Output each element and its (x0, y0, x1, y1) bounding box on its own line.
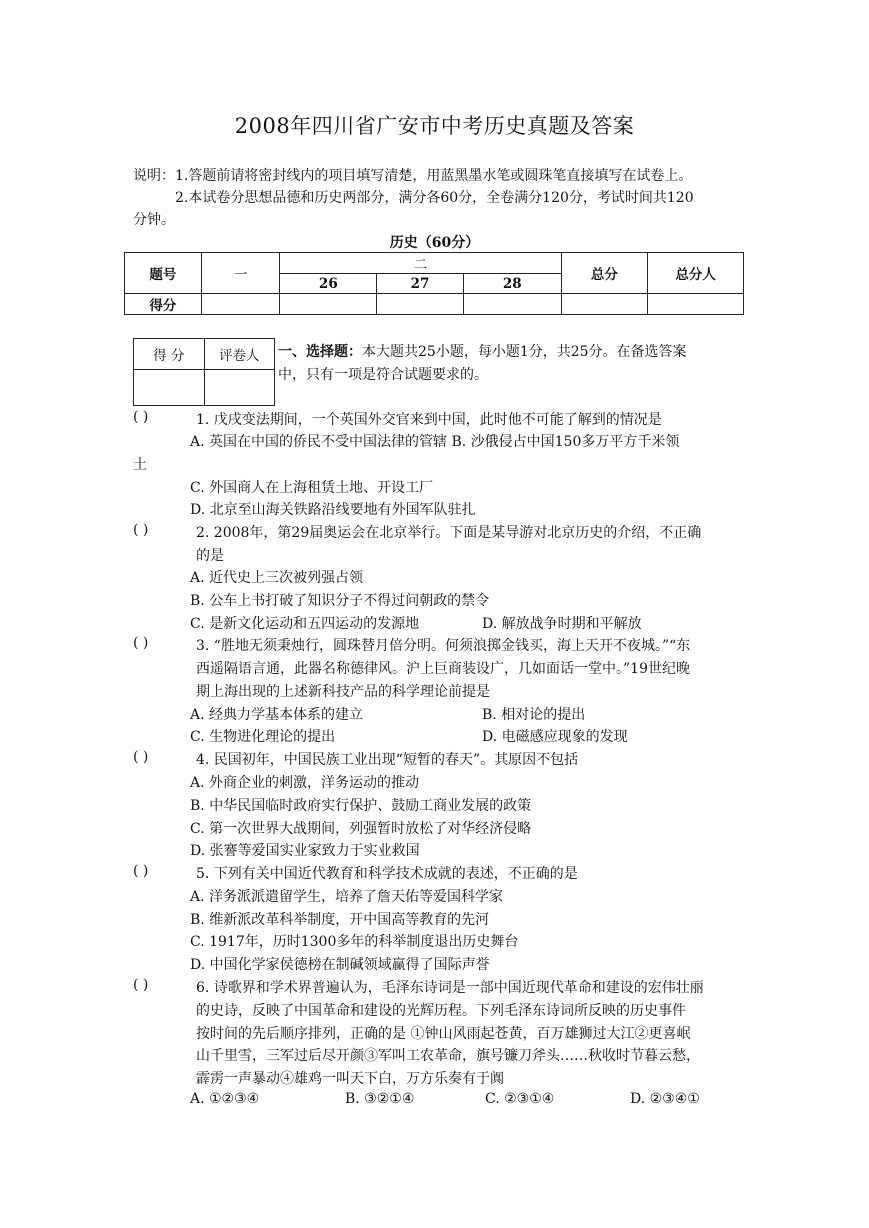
notes-line-1: 1.答题前请将密封线内的项目填写清楚，用蓝黑墨水笔或圆珠笔直接填写在试卷上。 (175, 168, 693, 184)
q3-stem-3: 期上海出现的上述新科技产品的科学理论前提是 (196, 684, 490, 700)
header-question-number: 题号 (125, 253, 202, 294)
q6-option-c: C. ②③①④ (485, 1091, 555, 1107)
q1-option-b-cont: 土 (133, 457, 147, 473)
q5-option-d: D. 中国化学家侯德榜在制碱领域赢得了国际声誉 (190, 957, 490, 973)
q4-option-d: D. 张謇等爱国实业家致力于实业救国 (190, 843, 420, 859)
q5-option-a: A. 洋务派派遣留学生，培养了詹天佑等爱国科学家 (190, 889, 504, 905)
q5-option-c: C. 1917年，历时1300多年的科举制度退出历史舞台 (190, 934, 519, 950)
notes-line-3: 分钟。 (133, 212, 175, 228)
q5-answer-blank[interactable]: ( ) (133, 863, 149, 879)
q1-stem: 1. 戊戌变法期间，一个英国外交官来到中国，此时他不可能了解到的情况是 (196, 412, 662, 428)
grader-person-cell[interactable] (204, 370, 275, 406)
q5-option-b: B. 维新派改革科举制度，开中国高等教育的先河 (190, 912, 490, 928)
q6-stem-3: 按时间的先后顺序排列，正确的是 ①钟山风雨起苍黄，百万雄狮过大江②更喜岷 (196, 1026, 691, 1042)
q1-answer-blank[interactable]: ( ) (133, 409, 149, 425)
q6-answer-blank[interactable]: ( ) (133, 977, 149, 993)
grader-table (133, 338, 275, 406)
header-q26: 26 (280, 274, 377, 294)
header-total-score: 总分 (561, 253, 648, 294)
q4-option-c: C. 第一次世界大战期间，列强暂时放松了对华经济侵略 (190, 821, 532, 837)
row-score-label: 得分 (125, 294, 202, 315)
header-part-two: 二 (280, 253, 561, 274)
q1-option-a: A. 英国在中国的侨民不受中国法律的管辖 B. 沙俄侵占中国150多万平方千米领 (190, 434, 680, 450)
q2-stem: 2. 2008年，第29届奥运会在北京举行。下面是某导游对北京历史的介绍，不正确 (196, 525, 702, 541)
q3-stem: 3. “胜地无须秉烛行，圆珠替月倍分明。何须浪掷金钱买，海上天开不夜城。”“东 (196, 638, 691, 654)
notes-label: 说明： (133, 168, 175, 184)
q2-answer-blank[interactable]: ( ) (133, 522, 149, 538)
q3-answer-blank[interactable]: ( ) (133, 635, 149, 651)
header-q27: 27 (377, 274, 464, 294)
q6-option-b: B. ③②①④ (345, 1091, 415, 1107)
q6-option-a: A. ①②③④ (190, 1091, 260, 1107)
part1-heading: 一、选择题： (278, 344, 362, 360)
part1-text-2: 中，只有一项是符合试题要求的。 (278, 367, 488, 383)
score-cell-28[interactable] (463, 294, 561, 315)
q6-stem-2: 的史诗，反映了中国革命和建设的光辉历程。下列毛泽东诗词所反映的历史事件 (196, 1003, 686, 1019)
q4-answer-blank[interactable]: ( ) (133, 749, 149, 765)
score-cell-26[interactable] (280, 294, 377, 315)
q3-option-d: D. 电磁感应现象的发现 (482, 729, 628, 745)
header-total-person: 总分人 (648, 253, 744, 294)
q5-stem: 5. 下列有关中国近代教育和科学技术成就的表述，不正确的是 (196, 866, 578, 882)
q6-stem-4: 山千里雪，三军过后尽开颜③军叫工农革命，旗号镰刀斧头……秋收时节暮云愁， (196, 1048, 700, 1064)
part1-text-1: 本大题共25小题，每小题1分，共25分。在备选答案 (362, 344, 687, 360)
q1-option-c: C. 外国商人在上海租赁土地、开设工厂 (190, 480, 434, 496)
q2-option-a: A. 近代史上三次被列强占领 (190, 570, 364, 586)
notes-line-2: 2.本试卷分思想品德和历史两部分，满分各60分，全卷满分120分，考试时间共120 (175, 190, 694, 206)
q6-option-d: D. ②③④① (630, 1091, 700, 1107)
q2-option-c: C. 是新文化运动和五四运动的发源地 (190, 616, 420, 632)
q2-option-d: D. 解放战争时期和平解放 (482, 616, 642, 632)
score-cell-total[interactable] (561, 294, 648, 315)
score-cell-total-person[interactable] (648, 294, 744, 315)
q4-stem: 4. 民国初年，中国民族工业出现“短暂的春天”。其原因不包括 (196, 752, 579, 768)
header-q28: 28 (463, 274, 561, 294)
score-cell-one[interactable] (201, 294, 280, 315)
q1-option-d: D. 北京至山海关铁路沿线要地有外国军队驻扎 (190, 502, 476, 518)
q6-stem: 6. 诗歌界和学术界普遍认为，毛泽东诗词是一部中国近现代革命和建设的宏伟壮丽 (196, 980, 704, 996)
header-part-one: 一 (201, 253, 280, 294)
grader-score-cell[interactable] (134, 370, 205, 406)
q4-option-b: B. 中华民国临时政府实行保护、鼓励工商业发展的政策 (190, 798, 532, 814)
grader-person-label: 评卷人 (204, 339, 275, 370)
q3-option-b: B. 相对论的提出 (482, 707, 586, 723)
part1-heading-line (278, 341, 687, 361)
section-title: 历史（60分） (389, 235, 480, 251)
q4-option-a: A. 外商企业的刺激，洋务运动的推动 (190, 775, 420, 791)
score-table (124, 252, 744, 315)
score-cell-27[interactable] (377, 294, 464, 315)
q6-stem-5: 霹雳一声暴动④雄鸡一叫天下白，万方乐奏有于阗 (196, 1071, 504, 1087)
grader-score-label: 得 分 (134, 339, 205, 370)
q2-option-b: B. 公车上书打破了知识分子不得过问朝政的禁令 (190, 593, 490, 609)
q3-option-c: C. 生物进化理论的提出 (190, 729, 336, 745)
page-title: 2008年四川省广安市中考历史真题及答案 (234, 114, 635, 138)
q2-stem-2: 的是 (196, 548, 224, 564)
q3-option-a: A. 经典力学基本体系的建立 (190, 707, 364, 723)
q3-stem-2: 西遥隔语言通，此器名称德律风。沪上巨商装设广，几如面话一堂中。”19世纪晚 (196, 661, 690, 677)
